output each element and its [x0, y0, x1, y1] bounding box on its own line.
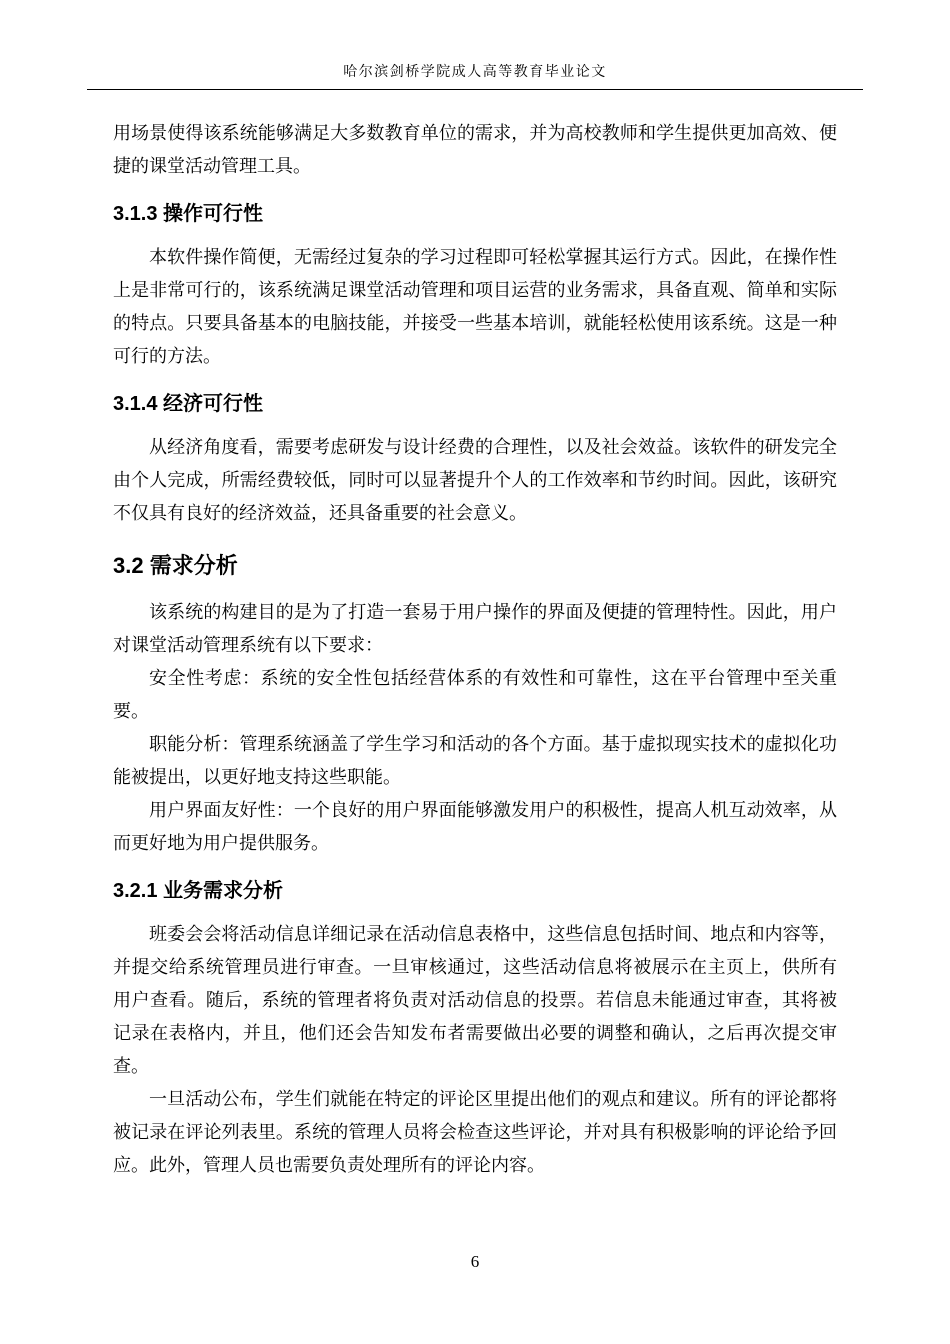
paragraph: 本软件操作简便，无需经过复杂的学习过程即可轻松掌握其运行方式。因此，在操作性上是非常可行的，该系统满足课堂活动管理和项目运营的业务需求，具备直观、简单和实际的特点。只要具备基本的电脑技能，并接受一些基本培训，就能轻松使用该系统。这是一种可行的方法。: [113, 247, 837, 366]
paragraph: 从经济角度看，需要考虑研发与设计经费的合理性，以及社会效益。该软件的研发完全由个人完成，所需经费较低，同时可以显著提升个人的工作效率和节约时间。因此，该研究不仅具有良好的经济效益，还具备重要的社会意义。: [113, 437, 837, 523]
paragraph: 安全性考虑：系统的安全性包括经营体系的有效性和可靠性，这在平台管理中至关重要。: [113, 668, 837, 721]
section-heading-3-1-3: 3.1.3 操作可行性: [113, 203, 264, 225]
page-number: 6: [470, 1252, 480, 1271]
page-header: [113, 64, 837, 90]
paragraph: 该系统的构建目的是为了打造一套易于用户操作的界面及便捷的管理特性。因此，用户对课堂活动管理系统有以下要求：: [113, 602, 837, 655]
paragraph: 用户界面友好性：一个良好的用户界面能够激发用户的积极性，提高人机互动效率，从而更好地为用户提供服务。: [113, 800, 837, 853]
header-rule: [87, 89, 863, 90]
paragraph: 班委会会将活动信息详细记录在活动信息表格中，这些信息包括时间、地点和内容等， 并提交给系统管理员进行审查。一旦审核通过，这些活动信息将被展示在主页上，供所有 用户查看。随后，系统的管理者将负责对活动信息的投票。若信息未能通过审查，其将被 记录在表格内，并且，他们还会告知发布者需要做出必要的调整和确认，之后再次提交审 查。: [113, 924, 837, 1076]
page-footer: [0, 1252, 950, 1272]
section-heading-3-2-1: 3.2.1 业务需求分析: [113, 880, 284, 902]
paragraph: 一旦活动公布，学生们就能在特定的评论区里提出他们的观点和建议。所有的评论都将被记录在评论列表里。系统的管理人员将会检查这些评论，并对具有积极影响的评论给予回应。此外，管理人员也需要负责处理所有的评论内容。: [113, 1089, 837, 1175]
page-body: [113, 117, 837, 1182]
section-heading-3-1-4: 3.1.4 经济可行性: [113, 393, 264, 415]
paragraph-continuation: 用场景使得该系统能够满足大多数教育单位的需求，并为高校教师和学生提供更加高效、便捷的课堂活动管理工具。: [113, 123, 837, 176]
paragraph: 职能分析：管理系统涵盖了学生学习和活动的各个方面。基于虚拟现实技术的虚拟化功能被提出，以更好地支持这些职能。: [113, 734, 837, 787]
running-head-title: 哈尔滨剑桥学院成人高等教育毕业论文: [343, 65, 607, 80]
section-heading-3-2: 3.2 需求分析: [113, 553, 238, 578]
